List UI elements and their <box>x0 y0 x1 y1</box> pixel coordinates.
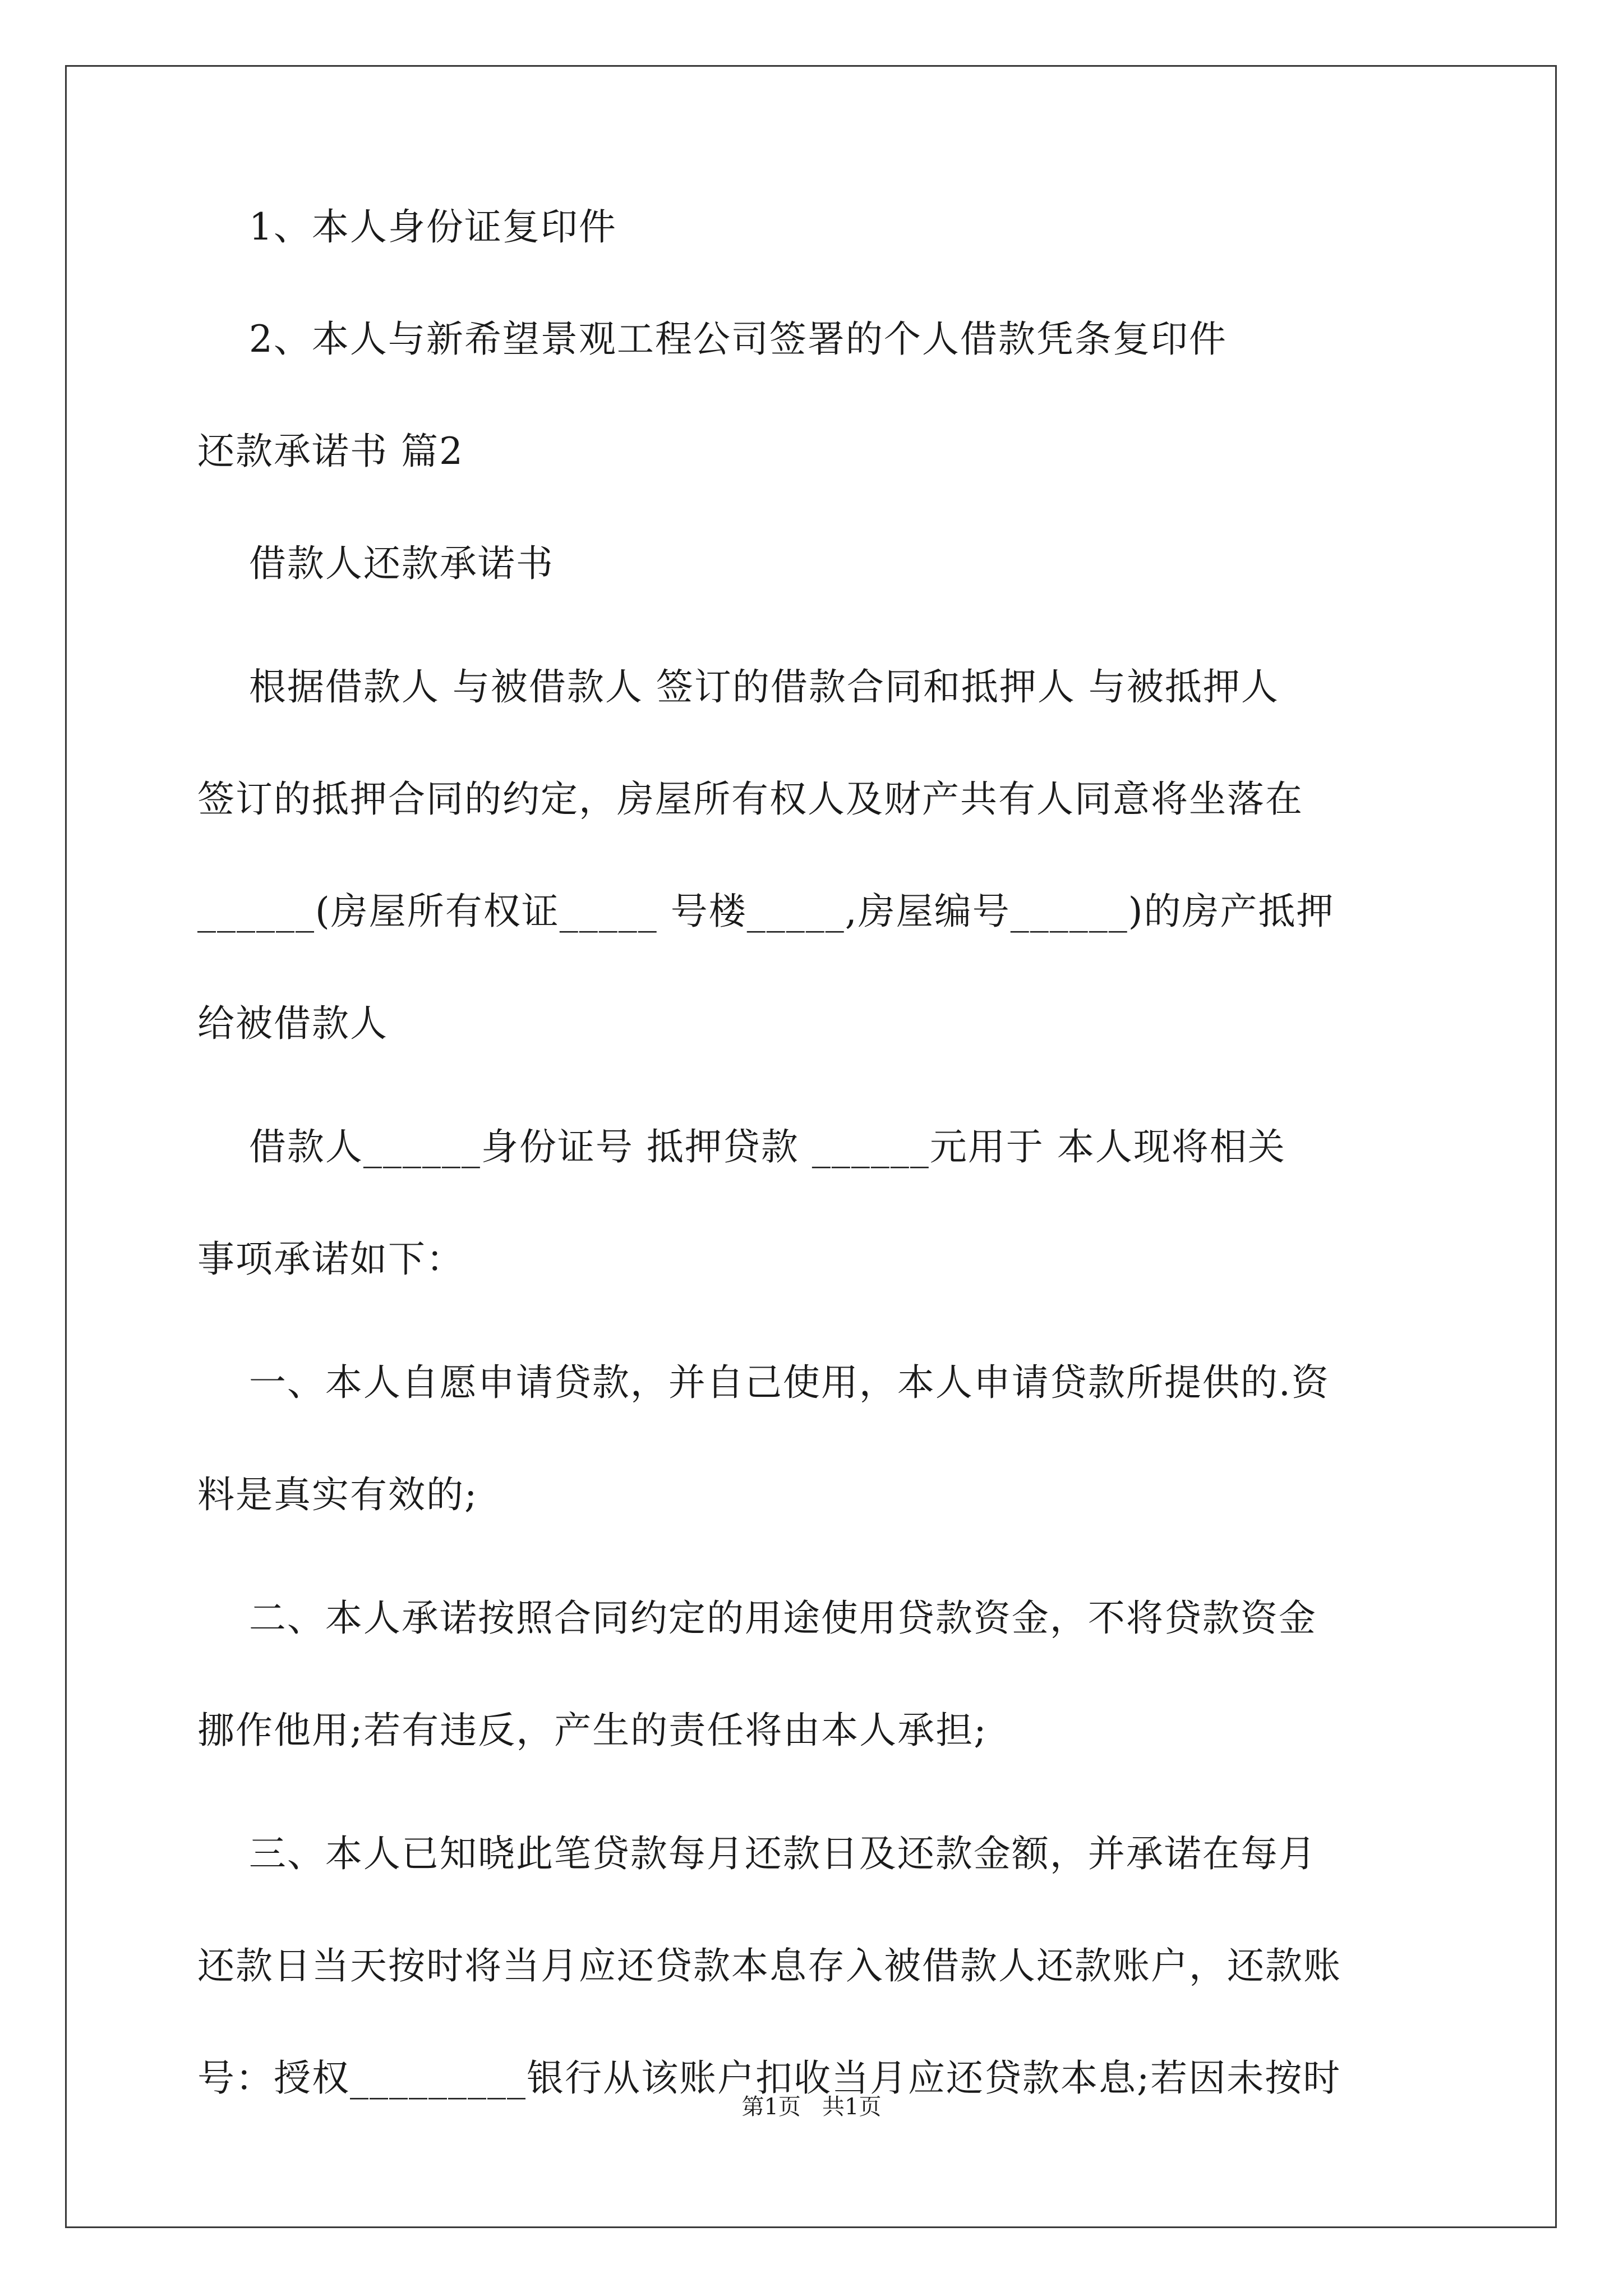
page-number: 第1页 共1页 <box>741 2094 882 2120</box>
text-line-13: 二、本人承诺按照合同约定的用途使用贷款资金，不将贷款资金 <box>197 1596 1317 1640</box>
text-line-12: 料是真实有效的; <box>197 1473 478 1516</box>
text-line-10: 事项承诺如下： <box>197 1237 464 1281</box>
text-line-2: 2、本人与新希望景观工程公司签署的个人借款凭条复印件 <box>197 318 1227 361</box>
text-line-5: 根据借款人 与被借款人 签订的借款合同和抵押人 与被抵押人 <box>197 665 1279 708</box>
text-line-9: 借款人______身份证号 抵押贷款 ______元用于 本人现将相关 <box>197 1125 1286 1168</box>
text-line-1: 1、本人身份证复印件 <box>197 205 617 249</box>
document-title: 借款人还款承诺书 <box>197 542 554 585</box>
text-line-16: 还款日当天按时将当月应还贷款本息存入被借款人还款账户，还款账 <box>197 1944 1341 1987</box>
section-heading: 还款承诺书 篇2 <box>197 430 464 473</box>
text-line-8: 给被借款人 <box>197 1002 388 1045</box>
text-line-6: 签订的抵押合同的约定，房屋所有权人及财产共有人同意将坐落在 <box>197 777 1303 821</box>
text-line-11: 一、本人自愿申请贷款，并自己使用，本人申请贷款所提供的.资 <box>197 1361 1330 1404</box>
text-line-17: 号：授权_________银行从该账户扣收当月应还贷款本息;若因未按时 <box>197 2056 1341 2100</box>
text-line-7: ______(房屋所有权证_____ 号楼_____,房屋编号______)的房产抵押 <box>197 890 1335 933</box>
text-line-15: 三、本人已知晓此笔贷款每月还款日及还款金额，并承诺在每月 <box>197 1832 1317 1875</box>
text-line-14: 挪作他用;若有违反，产生的责任将由本人承担; <box>197 1709 988 1752</box>
